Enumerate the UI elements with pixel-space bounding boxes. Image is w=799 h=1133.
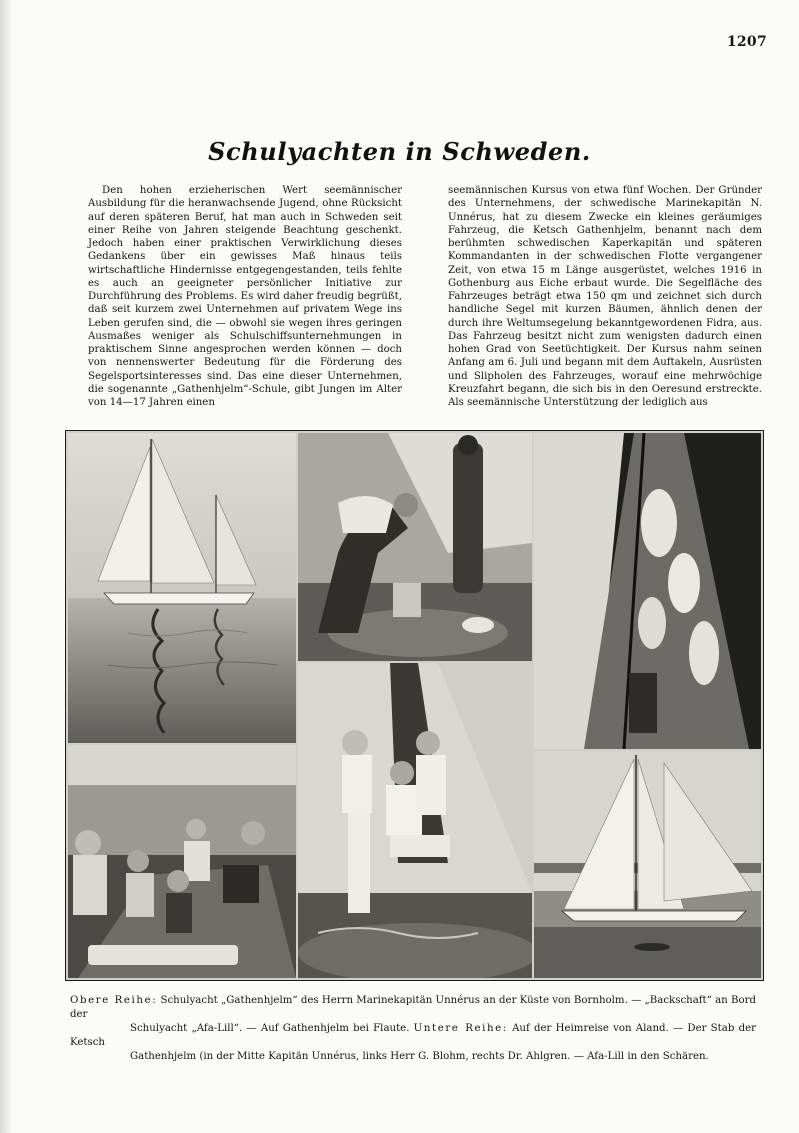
caption-lower-label: Untere Reihe: (413, 1023, 508, 1034)
article-title: Schulyachten in Schweden. (208, 137, 591, 166)
photo-galley-duty (298, 433, 532, 661)
photo-afa-lill (534, 751, 761, 978)
caption-upper-text: Schulyacht „Gathenhjelm“ des Herrn Marinekapitän Unnérus an der Küste von Bornholm. — „Backschaft“ an Bord der (70, 995, 756, 1020)
caption-lower-text-cont: Gathenhjelm (in der Mitte Kapitän Unnérus, links Herr G. Blohm, rechts Dr. Ahlgren. — Afa-Lill in den Schären. (130, 1051, 709, 1062)
article-column-right: seemännischen Kursus von etwa fünf Wochen. Der Gründer des Unternehmens, der schwedische Marinekapitän N. Unnérus, hat zu diesem Zwecke ein kleines geräumiges Fahrzeug, die Ketsch Gathenhjelm, benannt nach dem berühmten schwedischen Kaperkapitän und späteren Kommandanten in der schwedischen Flotte vergangener Zeit, von etwa 15 m Länge ausgerüstet, welches 1916 in Gothenburg aus Eiche erbaut wurde. Die Segelfläche des Fahrzeuges beträgt etwa 150 qm und zeichnet sich durch handliche Segel mit kurzen Bäumen, ähnlich denen der durch ihre Weltumsegelung bekanntgewordenen Fidra, aus. Das Fahrzeug besitzt nicht zum wenigsten dadurch einen hohen Grad von Seetüchtigkeit. Der Kursus nahm seinen Anfang am 6. Juli und begann mit dem Auftakeln, Ausrüsten und Slipholen des Fahrzeuges, worauf eine mehrwöchige Kreuzfahrt begann, die sich bis in den Oeresund erstreckte. Als seemännische Unterstützung der lediglich aus (448, 185, 762, 408)
page-binding-edge (0, 0, 11, 1133)
photo-ketch-staff (298, 663, 532, 978)
photo-caption (70, 994, 756, 1064)
photo-becalmed-deck (534, 433, 761, 749)
photo-plate (65, 430, 764, 981)
article-column-left: Den hohen erzieherischen Wert seemännischer Ausbildung für die heranwachsende Jugend, ohne Rücksicht auf deren späteren Beruf, hat man auch in Schweden seit einer Reihe von Jahren steigende Beachtung geschenkt. Jedoch haben einer praktischen Verwirklichung dieses Gedankens über ein gewisses Maß hinaus teils wirtschaftliche Hindernisse entgegengestanden, teils fehlte es auch an geeigneter persönlicher Initiative zur Durchführung des Problems. Es wird daher freudig begrüßt, daß seit kurzem zwei Unternehmen auf privatem Wege ins Leben gerufen sind, die — obwohl sie wegen ihres geringen Ausmaßes weniger als Schulschiffsunternehmungen in praktischem Sinne angesprochen werden können — doch von nennenswerter Bedeutung für die Förderung des Segelsportsinteresses sind. Das eine dieser Unternehmen, die sogenannte „Gathenhjelm“-Schule, gibt Jungen im Alter von 14—17 Jahren einen (88, 185, 402, 408)
photo-return-aland (68, 745, 296, 978)
caption-upper-label: Obere Reihe: (70, 995, 158, 1006)
photo-ketch-bornholm (68, 433, 296, 743)
caption-lower-text: Auf der Heimreise von Aland. — Der Stab der Ketsch (70, 1023, 756, 1048)
page-number: 1207 (726, 34, 767, 50)
caption-upper-text-cont: Schulyacht „Afa-Lill“. — Auf Gathenhjelm bei Flaute. (130, 1023, 410, 1034)
